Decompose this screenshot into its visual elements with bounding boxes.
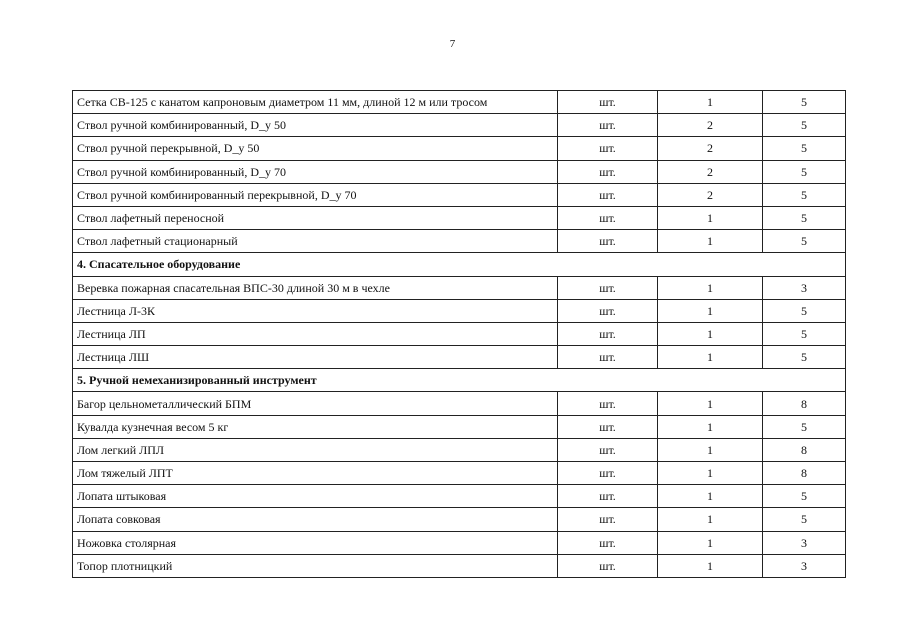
item-name-cell: Кувалда кузнечная весом 5 кг — [73, 415, 558, 438]
quantity-a-cell: 1 — [658, 554, 763, 577]
table-row — [73, 276, 846, 299]
table-row — [73, 206, 846, 229]
table-row — [73, 322, 846, 345]
item-name-cell: Лом легкий ЛПЛ — [73, 438, 558, 461]
quantity-b-cell: 8 — [763, 392, 846, 415]
item-name-cell: Багор цельнометаллический БПМ — [73, 392, 558, 415]
table-row — [73, 91, 846, 114]
page-number: 7 — [449, 38, 456, 50]
unit-cell: шт. — [558, 346, 658, 369]
quantity-a-cell: 1 — [658, 322, 763, 345]
unit-cell: шт. — [558, 160, 658, 183]
quantity-b-cell: 5 — [763, 346, 846, 369]
quantity-a-cell: 1 — [658, 206, 763, 229]
item-name-cell: Топор плотницкий — [73, 554, 558, 577]
unit-cell: шт. — [558, 438, 658, 461]
quantity-a-cell: 1 — [658, 415, 763, 438]
equipment-table — [72, 90, 846, 578]
section-title: 4. Спасательное оборудование — [73, 253, 846, 276]
unit-cell: шт. — [558, 485, 658, 508]
quantity-b-cell: 3 — [763, 531, 846, 554]
table-row — [73, 114, 846, 137]
unit-cell: шт. — [558, 183, 658, 206]
quantity-b-cell: 5 — [763, 415, 846, 438]
quantity-a-cell: 1 — [658, 438, 763, 461]
unit-cell: шт. — [558, 91, 658, 114]
item-name-cell: Ствол лафетный переносной — [73, 206, 558, 229]
table-row — [73, 183, 846, 206]
quantity-b-cell: 5 — [763, 114, 846, 137]
table-row — [73, 554, 846, 577]
table-row — [73, 392, 846, 415]
unit-cell: шт. — [558, 206, 658, 229]
quantity-a-cell: 1 — [658, 346, 763, 369]
table-row — [73, 438, 846, 461]
unit-cell: шт. — [558, 299, 658, 322]
quantity-b-cell: 5 — [763, 206, 846, 229]
item-name-cell: Лопата совковая — [73, 508, 558, 531]
item-name-cell: Лестница ЛШ — [73, 346, 558, 369]
section-title: 5. Ручной немеханизированный инструмент — [73, 369, 846, 392]
section-header-row — [73, 253, 846, 276]
quantity-b-cell: 5 — [763, 91, 846, 114]
item-name-cell: Лестница Л-3К — [73, 299, 558, 322]
table-row — [73, 415, 846, 438]
table-row — [73, 485, 846, 508]
item-name-cell: Ствол ручной комбинированный перекрывной, D_у 70 — [73, 183, 558, 206]
item-name-cell: Веревка пожарная спасательная ВПС-30 длиной 30 м в чехле — [73, 276, 558, 299]
quantity-a-cell: 2 — [658, 183, 763, 206]
section-header-row — [73, 369, 846, 392]
quantity-a-cell: 1 — [658, 531, 763, 554]
quantity-b-cell: 5 — [763, 322, 846, 345]
unit-cell: шт. — [558, 230, 658, 253]
unit-cell: шт. — [558, 114, 658, 137]
table-row — [73, 299, 846, 322]
quantity-b-cell: 3 — [763, 554, 846, 577]
quantity-a-cell: 1 — [658, 299, 763, 322]
table-row — [73, 508, 846, 531]
quantity-a-cell: 1 — [658, 508, 763, 531]
quantity-a-cell: 1 — [658, 485, 763, 508]
quantity-a-cell: 2 — [658, 160, 763, 183]
unit-cell: шт. — [558, 508, 658, 531]
quantity-a-cell: 1 — [658, 230, 763, 253]
item-name-cell: Лопата штыковая — [73, 485, 558, 508]
item-name-cell: Ствол ручной перекрывной, D_у 50 — [73, 137, 558, 160]
unit-cell: шт. — [558, 322, 658, 345]
quantity-a-cell: 1 — [658, 462, 763, 485]
unit-cell: шт. — [558, 137, 658, 160]
item-name-cell: Ствол ручной комбинированный, D_у 50 — [73, 114, 558, 137]
quantity-b-cell: 5 — [763, 183, 846, 206]
quantity-a-cell: 1 — [658, 392, 763, 415]
equipment-table-body — [73, 91, 846, 578]
item-name-cell: Ножовка столярная — [73, 531, 558, 554]
quantity-a-cell: 2 — [658, 114, 763, 137]
table-row — [73, 531, 846, 554]
unit-cell: шт. — [558, 462, 658, 485]
item-name-cell: Ствол лафетный стационарный — [73, 230, 558, 253]
quantity-b-cell: 8 — [763, 438, 846, 461]
item-name-cell: Лом тяжелый ЛПТ — [73, 462, 558, 485]
unit-cell: шт. — [558, 392, 658, 415]
quantity-a-cell: 2 — [658, 137, 763, 160]
quantity-b-cell: 5 — [763, 137, 846, 160]
table-row — [73, 137, 846, 160]
quantity-b-cell: 5 — [763, 230, 846, 253]
unit-cell: шт. — [558, 415, 658, 438]
table-row — [73, 346, 846, 369]
table-row — [73, 160, 846, 183]
item-name-cell: Лестница ЛП — [73, 322, 558, 345]
table-row — [73, 462, 846, 485]
item-name-cell: Ствол ручной комбинированный, D_у 70 — [73, 160, 558, 183]
quantity-a-cell: 1 — [658, 276, 763, 299]
item-name-cell: Сетка СВ-125 с канатом капроновым диаметром 11 мм, длиной 12 м или тросом — [73, 91, 558, 114]
quantity-a-cell: 1 — [658, 91, 763, 114]
unit-cell: шт. — [558, 276, 658, 299]
quantity-b-cell: 3 — [763, 276, 846, 299]
quantity-b-cell: 8 — [763, 462, 846, 485]
unit-cell: шт. — [558, 554, 658, 577]
quantity-b-cell: 5 — [763, 485, 846, 508]
unit-cell: шт. — [558, 531, 658, 554]
quantity-b-cell: 5 — [763, 299, 846, 322]
quantity-b-cell: 5 — [763, 508, 846, 531]
quantity-b-cell: 5 — [763, 160, 846, 183]
table-row — [73, 230, 846, 253]
